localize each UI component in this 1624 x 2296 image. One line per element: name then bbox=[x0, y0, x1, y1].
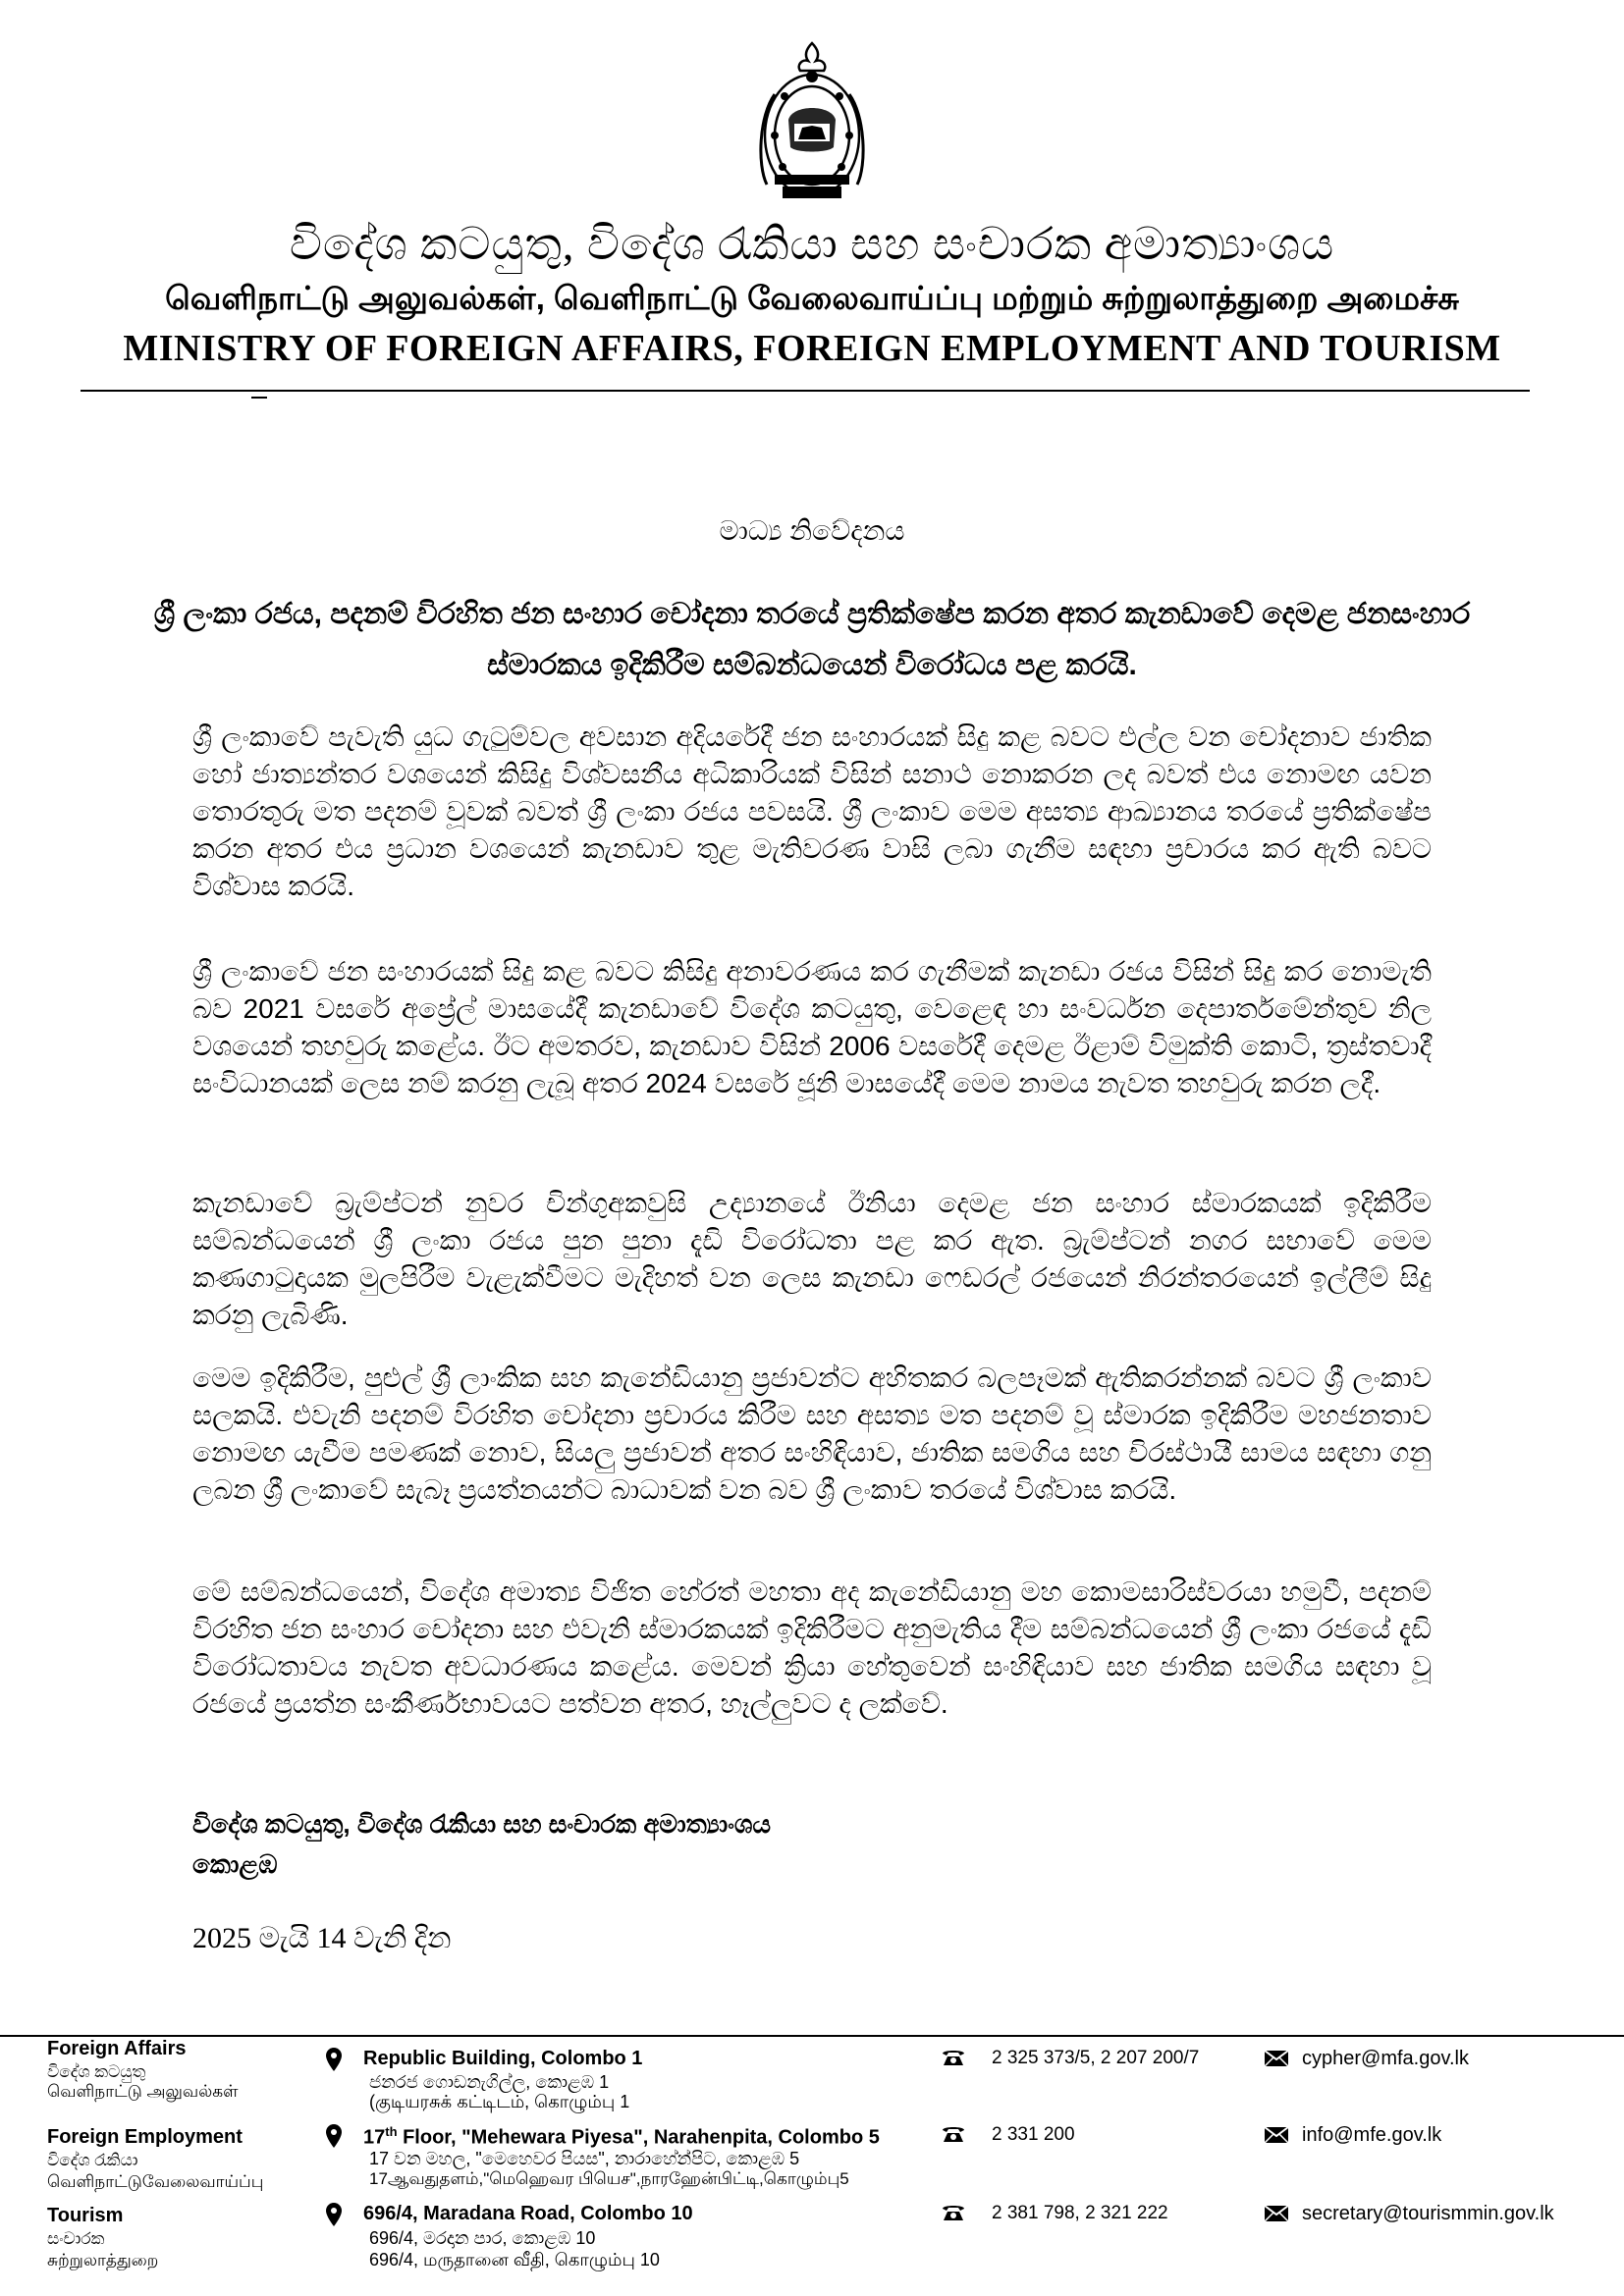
footer-address-ordinal: th bbox=[385, 2124, 398, 2139]
footer-address-sinhala: 17 වන මහල, "මෙහෙවර පියස", නාරාහේන්පිට, කොළඹ 5 bbox=[369, 2149, 800, 2168]
document-title: මාධ්‍ය නිවේදනය bbox=[719, 515, 905, 546]
footer-address-mfe bbox=[363, 2124, 880, 2150]
map-pin-icon bbox=[326, 2124, 342, 2148]
footer-dept-sinhala: විදේශ රැකියා bbox=[47, 2151, 138, 2169]
footer-address-mfa: Republic Building, Colombo 1 bbox=[363, 2048, 643, 2069]
footer-dept-sinhala: විදේශ කටයුතු bbox=[47, 2062, 146, 2081]
footer-address-sinhala: ජනරජ ගොඩනැගිල්ල, කොළඹ 1 bbox=[369, 2072, 610, 2092]
footer-dept-sinhala: සංචාරක bbox=[47, 2229, 105, 2248]
footer-phone-tourism: 2 381 798, 2 321 222 bbox=[992, 2203, 1168, 2223]
footer-email-tourism[interactable]: secretary@tourismmin.gov.lk bbox=[1302, 2203, 1554, 2224]
body-paragraph: කැනඩාවේ බ්‍රැම්ප්ටන් නුවර චින්ගුඅකවුසි උද්‍යානයේ ඊනියා දෙමළ ජන සංහාර ස්මාරකයක් ඉදිකිරීම සම්බන්ධයෙන් ශ්‍රී ලංකා රජය පුන පුනා දැඩි විරෝධතා පළ කර ඇත. බ්‍රැම්ප්ටන් නගර සභාවේ මෙම කණගාටුදායක මුලපිරීම වැළැක්වීමට මැදිහත් වන ලෙස කැනඩා ෆෙඩරල් රජයෙන් නිරන්තරයෙන් ඉල්ලීම් සිදු කරනු ලැබිණි. bbox=[192, 1188, 1432, 1330]
footer-dept-tamil: வெளிநாட்டு அலுவல்கள் bbox=[47, 2082, 239, 2101]
footer-email-mfa[interactable]: cypher@mfa.gov.lk bbox=[1302, 2048, 1469, 2069]
footer-address-rest: Floor, "Mehewara Piyesa", Narahenpita, Colombo 5 bbox=[397, 2126, 880, 2149]
signature-city: කොළඹ bbox=[192, 1849, 278, 1879]
footer-phone-mfe: 2 331 200 bbox=[992, 2124, 1075, 2145]
body-paragraph: ශ්‍රී ලංකාවේ පැවැති යුධ ගැටුම්වල අවසාන අදියරේදී ජන සංහාරයක් සිදු කළ බවට එල්ල වන චෝදනාව ජාතික හෝ ජාත්‍යන්තර වශයෙන් කිසිදු විශ්වසනීය අධිකාරියක් විසින් සනාථ නොකරන ලද බවත් එය නොමඟ යවන තොරතුරු මත පදනම් වූවක් බවත් ශ්‍රී ලංකා රජය පවසයි. ශ්‍රී ලංකාව මෙම අසත්‍ය ආඛ්‍යානය තරයේ ප්‍රතික්ෂේප කරන අතර එය ප්‍රධාන වශයෙන් කැනඩාව තුළ මැතිවරණ වාසි ලබා ගැනීම සඳහා ප්‍රචාරය කර ඇති බවට විශ්වාස කරයි. bbox=[192, 721, 1432, 901]
signature-ministry: විදේශ කටයුතු, විදේශ රැකියා සහ සංචාරක අමාත්‍යාංශය bbox=[192, 1809, 772, 1839]
map-pin-icon bbox=[326, 2203, 342, 2226]
footer-divider bbox=[0, 2035, 1624, 2037]
map-pin-icon bbox=[326, 2048, 342, 2071]
footer-email-mfe[interactable]: info@mfe.gov.lk bbox=[1302, 2124, 1442, 2146]
envelope-icon bbox=[1264, 2205, 1289, 2222]
ministry-name-english: MINISTRY OF FOREIGN AFFAIRS, FOREIGN EMPLOYMENT AND TOURISM bbox=[123, 328, 1501, 369]
ministry-name-tamil: வெளிநாட்டு அலுவல்கள், வெளிநாட்டு வேலைவாய்ப்பு மற்றும் சுற்றுலாத்துறை அமைச்சு bbox=[165, 280, 1459, 316]
ministry-name-sinhala: විදේශ කටයුතු, විදේශ රැකියා සහ සංචාරක අමාත්‍යාංශය bbox=[289, 219, 1335, 269]
envelope-icon bbox=[1264, 2050, 1289, 2067]
footer-dept-foreign-affairs: Foreign Affairs bbox=[47, 2038, 187, 2059]
body-paragraph: ශ්‍රී ලංකාවේ ජන සංහාරයක් සිදු කළ බවට කිසිදු අනාවරණය කර ගැනීමක් කැනඩා රජය විසින් සිදු කර නොමැති බව 2021 වසරේ අප්‍රේල් මාසයේදී කැනඩාවේ විදේශ කටයුතු, වෙළෙඳ හා සංවර්ධන දෙපාර්තමේන්තුව නිල වශයෙන් තහවුරු කළේය. ඊට අමතරව, කැනඩාව විසින් 2006 වසරේදී දෙමළ ඊළාම් විමුක්ති කොටි, ත්‍රස්තවාදී සංවිධානයක් ලෙස නම් කරනු ලැබූ අතර 2024 වසරේ ජූනි මාසයේදී මෙම නාමය නැවත තහවුරු කරන ලදී. bbox=[192, 956, 1432, 1098]
footer-dept-tamil: வெளிநாட்டுவேலைவாய்ப்பு bbox=[47, 2172, 264, 2191]
telephone-icon bbox=[941, 2048, 966, 2067]
header-divider-mark bbox=[251, 397, 267, 399]
footer-address-tamil: 696/4, மருதானை வீதி, கொழும்பு 10 bbox=[369, 2250, 660, 2269]
footer-dept-tamil: சுற்றுலாத்துறை bbox=[47, 2251, 159, 2269]
footer-address-floor: 17 bbox=[363, 2126, 386, 2149]
document-headline: ශ්‍රී ලංකා රජය, පදනම් විරහිත ජන සංහාර චෝදනා තරයේ ප්‍රතික්ෂේප කරන අතර කැනඩාවේ දෙමළ ජනසංහාර ස්මාරකය ඉදිකිරීම සම්බන්ධයෙන් විරෝධය පළ කරයි. bbox=[153, 598, 1471, 681]
header-divider bbox=[81, 390, 1530, 392]
footer-address-tamil: 17ஆவதுதளம்,"மெஹெவர பியெச",நாரஹேன்பிட்டி,கொழும்பு5 bbox=[369, 2169, 849, 2188]
footer-dept-foreign-employment: Foreign Employment bbox=[47, 2126, 243, 2148]
document-date: 2025 මැයි 14 වැනි දින bbox=[192, 1922, 452, 1954]
body-paragraph: මේ සම්බන්ධයෙන්, විදේශ අමාත්‍ය විජිත හේරත් මහතා අද කැනේඩියානු මහ කොමසාරිස්වරයා හමුවී, පදනම් විරහිත ජන සංහාර චෝදනා සහ එවැනි ස්මාරකයක් ඉදිකිරීමට අනුමැතිය දීම සම්බන්ධයෙන් ශ්‍රී ලංකා රජයේ දැඩි විරෝධතාවය නැවත අවධාරණය කළේය. මෙවන් ක්‍රියා හේතුවෙන් සංහිඳියාව සහ ජාතික සමගිය සඳහා වූ රජයේ ප්‍රයත්න සංකීර්ණභාවයට පත්වන අතර, හෑල්ලුවට ද ලක්වේ. bbox=[192, 1576, 1432, 1719]
footer-dept-tourism: Tourism bbox=[47, 2205, 124, 2226]
body-paragraph: මෙම ඉදිකිරීම, පුළුල් ශ්‍රී ලාංකික සහ කැනේඩියානු ප්‍රජාවන්ට අහිතකර බලපෑමක් ඇතිකරන්නක් බවට ශ්‍රී ලංකාව සලකයි. එවැනි පදනම් විරහිත චෝදනා ප්‍රචාරය කිරීම සහ අසත්‍ය මත පදනම් වූ ස්මාරක ඉදිකිරීම මහජනතාව නොමඟ යැවීම පමණක් නොව, සියලු ප්‍රජාවන් අතර සංහිඳියාව, ජාතික සමගිය සහ චිරස්ථායී සාමය සඳහා ගනු ලබන ශ්‍රී ලංකාවේ සැබෑ ප්‍රයත්නයන්ට බාධාවක් වන බව ශ්‍රී ලංකාව තරයේ විශ්වාස කරයි. bbox=[192, 1362, 1432, 1505]
telephone-icon bbox=[941, 2203, 966, 2222]
footer-address-tourism: 696/4, Maradana Road, Colombo 10 bbox=[363, 2203, 693, 2224]
footer-phone-mfa: 2 325 373/5, 2 207 200/7 bbox=[992, 2048, 1200, 2068]
sri-lanka-emblem-logo bbox=[753, 37, 871, 214]
telephone-icon bbox=[941, 2124, 966, 2144]
footer-address-tamil: (குடியரசுக் கட்டிடம், கொழும்பு 1 bbox=[369, 2092, 630, 2111]
footer-address-sinhala: 696/4, මරදාන පාර, කොළඹ 10 bbox=[369, 2228, 596, 2248]
envelope-icon bbox=[1264, 2126, 1289, 2144]
